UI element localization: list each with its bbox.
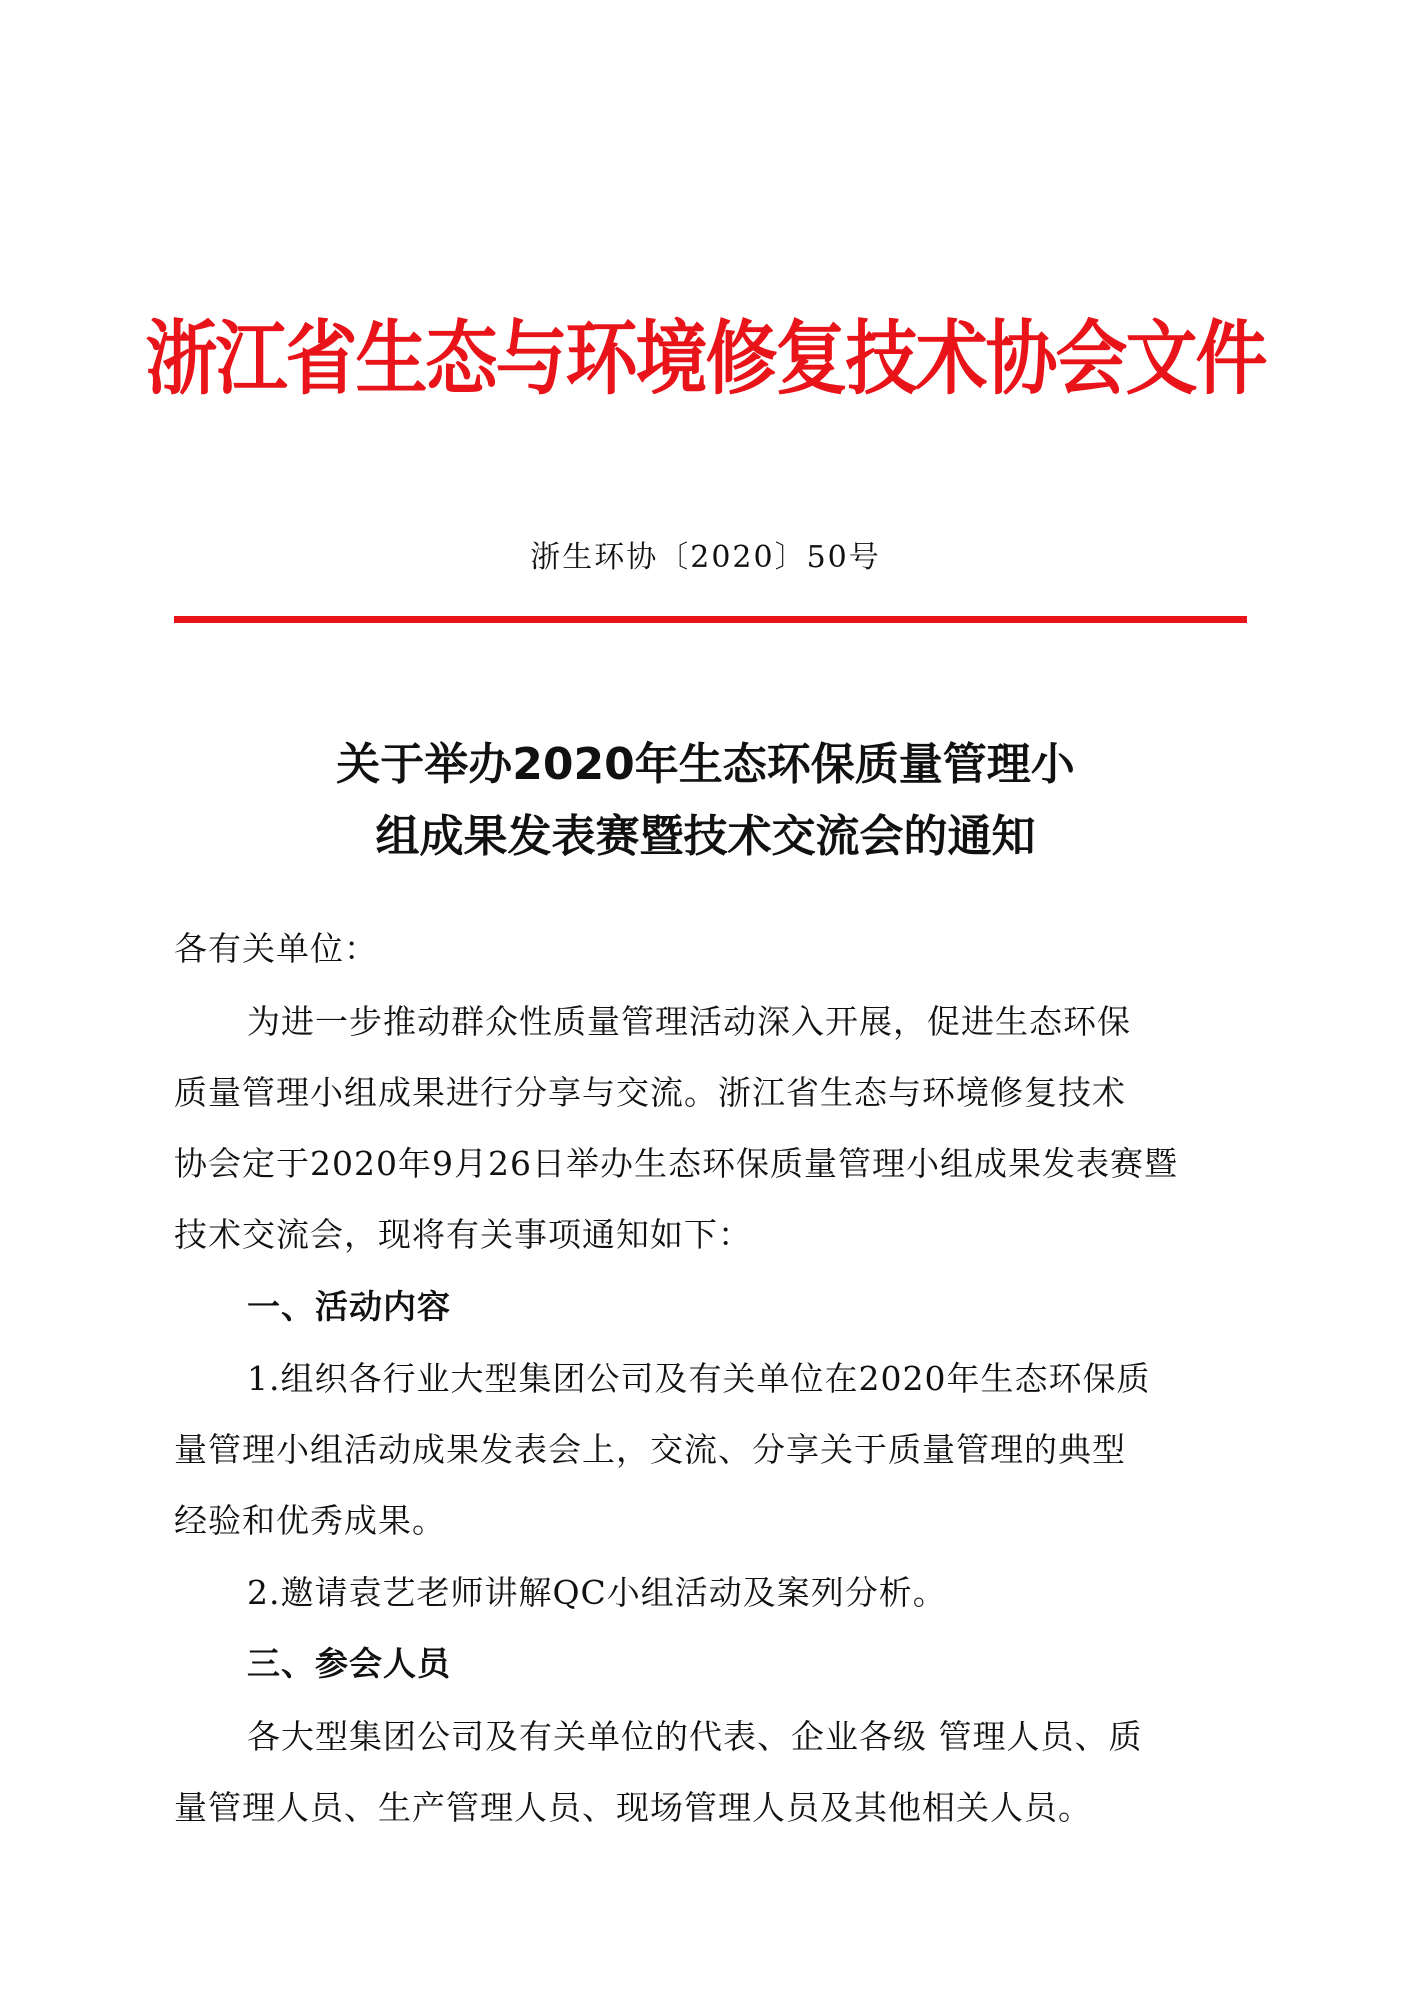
- salutation: 各有关单位：: [174, 929, 378, 968]
- attendees-line-2: 量管理人员、生产管理人员、现场管理人员及其他相关人员。: [174, 1788, 1092, 1827]
- red-divider-rule: [174, 616, 1247, 623]
- intro-line-1: 为进一步推动群众性质量管理活动深入开展，促进生态环保: [247, 1002, 1131, 1041]
- notice-title-line-2: 组成果发表赛暨技术交流会的通知: [375, 811, 1036, 862]
- attendees-line-1: 各大型集团公司及有关单位的代表、企业各级 管理人员、质: [247, 1717, 1143, 1756]
- section-heading-activity: 一、活动内容: [247, 1287, 451, 1326]
- intro-line-3: 协会定于2020年9月26日举办生态环保质量管理小组成果发表赛暨: [174, 1144, 1178, 1183]
- section-heading-attendees: 三、参会人员: [247, 1644, 451, 1683]
- notice-title-line-1: 关于举办2020年生态环保质量管理小: [336, 739, 1075, 790]
- item2-line: 2.邀请袁艺老师讲解QC小组活动及案列分析。: [247, 1573, 947, 1612]
- item1-line-3: 经验和优秀成果。: [174, 1501, 446, 1540]
- masthead-title: 浙江省生态与环境修复技术协会文件: [145, 311, 1266, 406]
- intro-line-4: 技术交流会，现将有关事项通知如下：: [174, 1215, 752, 1254]
- intro-line-2: 质量管理小组成果进行分享与交流。浙江省生态与环境修复技术: [174, 1073, 1126, 1112]
- item1-line-2: 量管理小组活动成果发表会上，交流、分享关于质量管理的典型: [174, 1430, 1126, 1469]
- document-number: 浙生环协〔2020〕50号: [530, 540, 881, 575]
- item1-line-1: 1.组织各行业大型集团公司及有关单位在2020年生态环保质: [247, 1359, 1151, 1398]
